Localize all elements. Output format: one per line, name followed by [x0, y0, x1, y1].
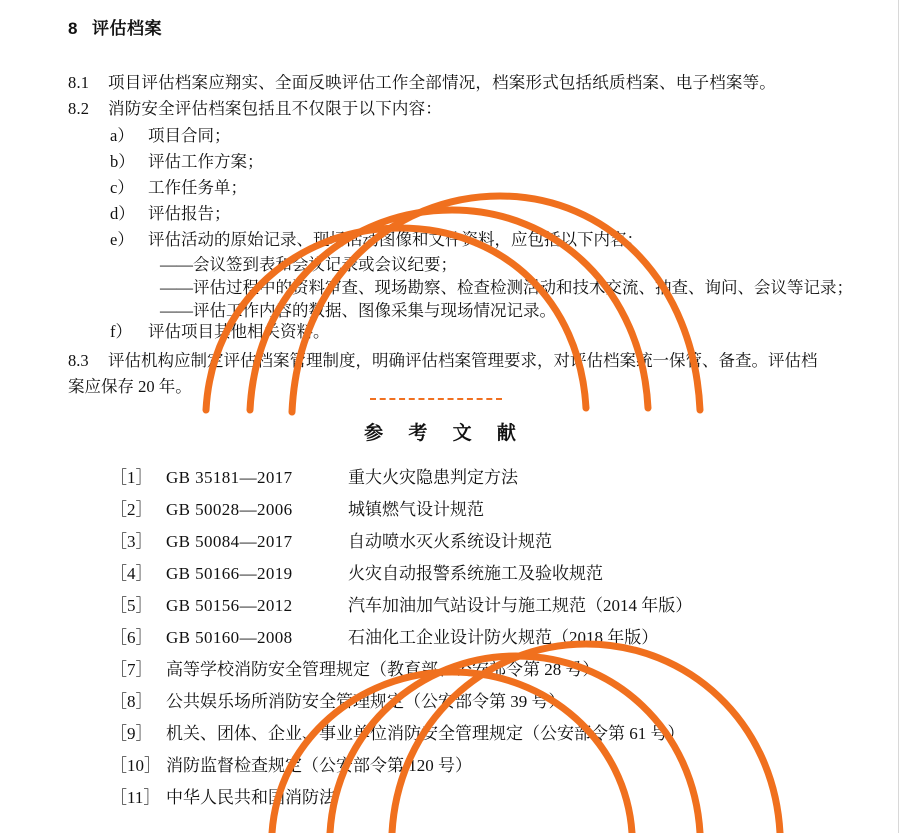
- list-item-label: b）: [110, 152, 135, 171]
- paragraph-8-1-number: 8.1: [68, 73, 90, 92]
- list-item: [110, 175, 247, 200]
- list-item-text: 评估工作方案；: [148, 152, 264, 171]
- reference-code: GB 35181—2017: [166, 468, 293, 487]
- reference-title: 自动喷水灭火系统设计规范: [348, 532, 552, 551]
- reference-title: 消防监督检查规定（公安部令第 120 号）: [166, 756, 472, 775]
- paragraph-8-2: [68, 96, 868, 121]
- list-item-text: 评估报告；: [148, 204, 231, 223]
- reference-index: ［10］: [110, 756, 161, 775]
- paragraph-8-1: [68, 70, 868, 95]
- reference-item: [110, 558, 870, 590]
- reference-title: 高等学校消防安全管理规定（教育部、公安部令第 28 号）: [166, 660, 600, 679]
- section-title: 评估档案: [91, 19, 162, 38]
- list-item-label: d）: [110, 204, 135, 223]
- reference-code: GB 50166—2019: [166, 564, 293, 583]
- list-item: [110, 227, 850, 252]
- reference-index: ［2］: [110, 500, 153, 519]
- paragraph-8-3-line1: 评估机构应制定评估档案管理制度，明确评估档案管理要求，对评估档案统一保管、备查。评估档: [108, 351, 818, 370]
- paragraph-8-3-line2: 案应保存 20 年。: [68, 377, 192, 396]
- reference-index: ［3］: [110, 532, 153, 551]
- list-item: [110, 201, 231, 226]
- sub-list-item: ——会议签到表和会议记录或会议纪要；: [160, 255, 457, 274]
- sub-list-item: ——评估工作内容的数据、图像采集与现场情况记录。: [160, 301, 556, 320]
- list-item: [110, 319, 330, 344]
- paragraph-8-2-number: 8.2: [68, 99, 90, 118]
- reference-title: 城镇燃气设计规范: [348, 500, 484, 519]
- reference-title: 公共娱乐场所消防安全管理规定（公安部令第 39 号）: [166, 692, 566, 711]
- reference-index: ［9］: [110, 724, 153, 743]
- reference-item: [110, 526, 870, 558]
- list-item-label: a）: [110, 126, 134, 145]
- list-item-text: 评估活动的原始记录、现场活动图像和文件资料，应包括以下内容：: [148, 230, 643, 249]
- reference-item: [110, 622, 870, 654]
- list-item: [110, 149, 264, 174]
- references-heading: 参 考 文 献: [364, 423, 526, 444]
- references-list: [110, 462, 870, 814]
- paragraph-8-3: [68, 348, 858, 400]
- reference-item: [110, 686, 870, 718]
- reference-item: [110, 494, 870, 526]
- reference-item: [110, 590, 870, 622]
- reference-index: ［7］: [110, 660, 153, 679]
- reference-index: ［5］: [110, 596, 153, 615]
- section-heading: [68, 14, 162, 39]
- list-item-text: 工作任务单；: [148, 178, 247, 197]
- paragraph-8-2-text: 消防安全评估档案包括且不仅限于以下内容：: [108, 99, 442, 118]
- list-item-label: f）: [110, 322, 132, 341]
- reference-code: GB 50160—2008: [166, 628, 293, 647]
- reference-code: GB 50084—2017: [166, 532, 293, 551]
- list-item-text: 项目合同；: [148, 126, 231, 145]
- section-number: 8: [68, 19, 78, 38]
- reference-title: 汽车加油加气站设计与施工规范（2014 年版）: [348, 596, 693, 615]
- reference-code: GB 50028—2006: [166, 500, 293, 519]
- list-item-text: 评估项目其他相关资料。: [148, 322, 330, 341]
- sub-list-item: ——评估过程中的资料审查、现场勘察、检查检测活动和技术交流、抽查、询问、会议等记录；: [160, 278, 853, 297]
- reference-item: [110, 718, 870, 750]
- reference-item: [110, 462, 870, 494]
- reference-title: 中华人民共和国消防法: [166, 788, 336, 807]
- reference-title: 机关、团体、企业、事业单位消防安全管理规定（公安部令第 61 号）: [166, 724, 685, 743]
- reference-index: ［8］: [110, 692, 153, 711]
- reference-title: 石油化工企业设计防火规范（2018 年版）: [348, 628, 659, 647]
- reference-index: ［6］: [110, 628, 153, 647]
- reference-item: [110, 750, 870, 782]
- paragraph-8-3-number: 8.3: [68, 351, 89, 370]
- reference-title: 重大火灾隐患判定方法: [348, 468, 518, 487]
- reference-item: [110, 654, 870, 686]
- list-item: [110, 123, 231, 148]
- paragraph-8-1-text: 项目评估档案应翔实、全面反映评估工作全部情况，档案形式包括纸质档案、电子档案等。: [108, 73, 776, 92]
- reference-title: 火灾自动报警系统施工及验收规范: [348, 564, 603, 583]
- reference-index: ［4］: [110, 564, 153, 583]
- list-item-label: c）: [110, 178, 134, 197]
- dashed-underline-annotation: [370, 398, 502, 400]
- list-item-label: e）: [110, 230, 134, 249]
- reference-index: ［1］: [110, 468, 153, 487]
- reference-index: ［11］: [110, 788, 161, 807]
- reference-code: GB 50156—2012: [166, 596, 293, 615]
- reference-item: [110, 782, 870, 814]
- page-right-rule: [898, 0, 899, 833]
